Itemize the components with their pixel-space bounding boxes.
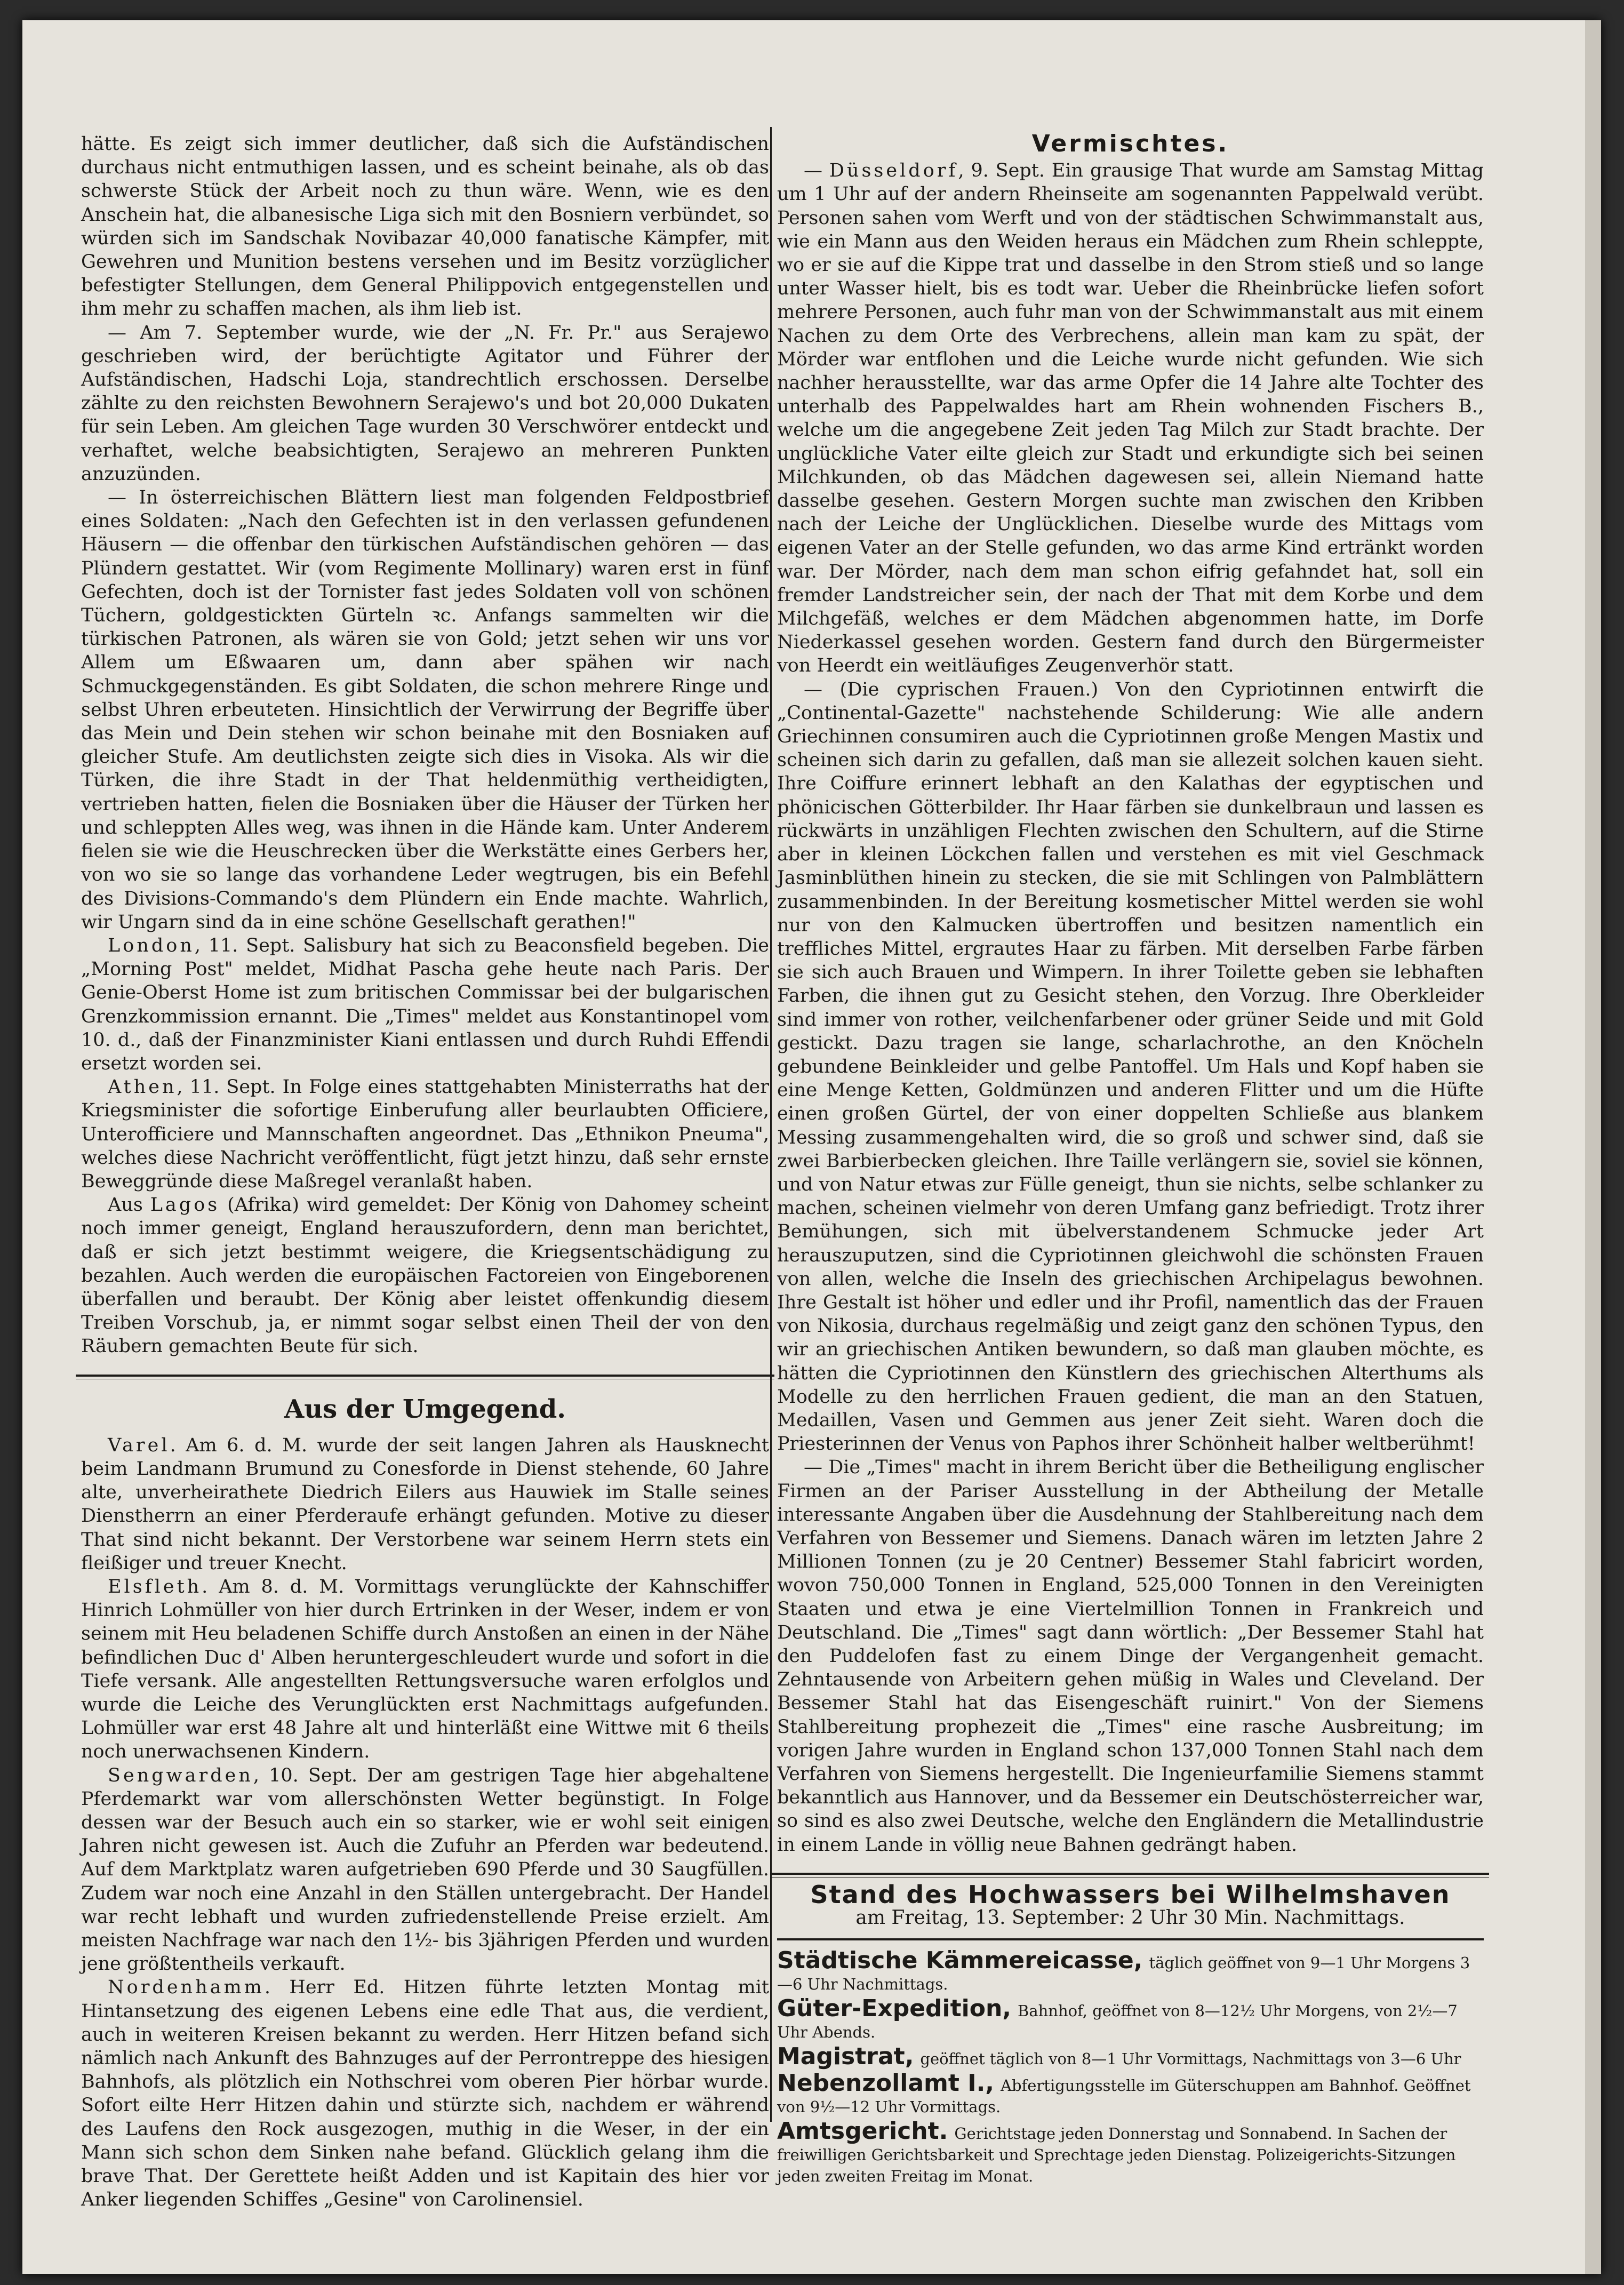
lagos-text: (Afrika) wird gemeldet: Der König von Dahomey scheint noch immer geneigt, England herauszufordern, denn man berichtet, daß er sich jetzt bestimmt weigere, die Kriegsentschädigung zu bezahlen. Auch werden die europäischen Factoreien von Eingeborenen überfallen und beraubt. Der König aber leistet offenkundig diesem Treiben Vorschub, ja, er nimmt sogar selbst einen Theil der von den Räubern gemachten Beute für sich. bbox=[81, 1194, 769, 1357]
flood-rule bbox=[772, 1873, 1489, 1877]
times-article: — Die „Times" macht in ihrem Bericht über die Betheiligung englischer Firmen an der Pariser Ausstellung in der Abtheilung der Metalle interessante Angaben über die Ausdehnung der Stahlbereitung nach dem Verfahren von Bessemer und Siemens. Danach wären im letzten Jahre 2 Millionen Tonnen (zu je 20 Centner) Bessemer Stahl fabricirt worden, wovon 750,000 Tonnen in England, 525,000 Tonnen in den Vereinigten Staaten und etwa je eine Viertelmillion Tonnen in Frankreich und Deutschland. Die „Times" sagt dann wörtlich: „Der Bessemer Stahl hat den Puddelofen fast zu einem Dinge der Vergangenheit gemacht. Zehntausende von Arbeitern gehen müßig in Wales und Cleveland. Der Bessemer Stahl hat das Eisengeschäft ruinirt." Von der Siemens Stahlbereitung prophezeit die „Times" eine rasche Ausbreitung; im vorigen Jahre wurden in England schon 137,000 Tonnen Stahl nach dem Verfahren von Siemens hergestellt. Die Ingenieurfamilie Siemens stammt bekanntlich aus Hannover, und da Bessemer ein Deutschösterreicher war, so sind es also zwei Deutsche, welche den Engländern die Metallindustrie in einem Lande in völlig neue Bahnen gedrängt haben. bbox=[777, 1457, 1484, 1856]
notice-amtsgericht bbox=[777, 2118, 1484, 2187]
sengwarden-dateline: Sengwarden bbox=[108, 1764, 253, 1786]
lagos-dateline: Lagos bbox=[150, 1194, 220, 1216]
newspaper-page bbox=[22, 20, 1601, 2274]
varel-text: . Am 6. d. M. wurde der seit langen Jahren als Hausknecht beim Landmann Brumund zu Conesforde in Dienst stehende, 60 Jahre alte, unverheirathete Diedrich Eilers aus Hauwiek im Stalle seines Dienstherrn an einer Pferderaufe erhängt gefunden. Motive zu dieser That sind nicht bekannt. Der Verstorbene war seinem Herrn stets ein fleißiger und treuer Knecht. bbox=[81, 1434, 769, 1574]
london-text: , 11. Sept. Salisbury hat sich zu Beaconsfield begeben. Die „Morning Post" meldet, Midhat Pascha gehe heute nach Paris. Der Genie-Oberst Home ist zum britischen Commissar bei der bulgarischen Grenzkommission ernannt. Die „Times" meldet aus Konstantinopel vom 10. d., daß der Finanzminister Kiani entlassen und durch Ruhdi Effendi ersetzt worden sei. bbox=[81, 934, 769, 1074]
duesseldorf-article: — Düsseldorf, 9. Sept. Ein grausige That wurde am Samstag Mittag um 1 Uhr auf der andern Rheinseite am sogenannten Pappelwald verübt. Personen sahen vom Werft und von der städtischen Schwimmanstalt aus, wie ein Mann aus den Weiden heraus ein Mädchen zum Rhein schleppte, wo er sie auf die Kippe trat und dasselbe in den Strom stieß und so lange unter Wasser hielt, bis es todt war. Ueber die Rheinbrücke liefen sofort mehrere Personen, auch fuhr man von der Schwimmanstalt aus mit einem Nachen zu dem Orte des Verbrechens, allein man kam zu spät, der Mörder war entflohen und die Leiche wurde nicht gefunden. Wie sich nachher herausstellte, war das arme Opfer die 14 Jahre alte Tochter des unterhalb des Pappelwaldes hart am Rhein wohnenden Fischers B., welche um die angegebene Zeit jeden Tag Milch zur Stadt brachte. Der unglückliche Vater eilte gleich zur Stadt und erkundigte sich bei seinen Milchkunden, ob das Mädchen dagewesen sei, allein Niemand hatte dasselbe gesehen. Gestern Morgen suchte man zwischen den Kribben nach der Leiche der Unglücklichen. Dieselbe wurde des Mittags vom eigenen Vater an der Stelle gefunden, wo das arme Kind ertränkt worden war. Der Mörder, nach dem man schon eifrig gefahndet hat, soll ein fremder Landstreicher sein, der nach der That mit dem Korbe und dem Milchgefäß, welches er dem Mädchen abgenommen hatte, im Dorfe Niederkassel gesehen worden. Gestern fand durch den Bürgermeister von Heerdt ein weitläufiges Zeugenverhör statt. bbox=[777, 160, 1484, 677]
lagos-prefix: Aus bbox=[108, 1194, 150, 1216]
london-dateline: London bbox=[108, 934, 195, 956]
notice-name: Amtsgericht. bbox=[777, 2118, 948, 2145]
elsfleth-article bbox=[81, 1575, 769, 1764]
notice-kaemmereicasse bbox=[777, 1947, 1484, 1995]
notice-nebenzollamt bbox=[777, 2070, 1484, 2118]
duesseldorf-text: , 9. Sept. Ein grausige That wurde am Samstag Mittag um 1 Uhr auf der andern Rheinseite am sogenannten Pappelwald verübt. Personen sahen vom Werft und von der städtischen Schwimmanstalt aus, wie ein Mann aus den Weiden heraus ein Mädchen zum Rhein schleppte, wo er sie auf die Kippe trat und dasselbe in den Strom stieß und so lange unter Wasser hielt, bis es todt war. Ueber die Rheinbrücke liefen sofort mehrere Personen, auch fuhr man von der Schwimmanstalt aus mit einem Nachen zu dem Orte des Verbrechens, allein man kam zu spät, der Mörder war entflohen und die Leiche wurde nicht gefunden. Wie sich nachher herausstellte, war das arme Opfer die 14 Jahre alte Tochter des unterhalb des Pappelwaldes hart am Rhein wohnenden Fischers B., welche um die angegebene Zeit jeden Tag Milch zur Stadt brachte. Der unglückliche Vater eilte gleich zur Stadt und erkundigte sich bei seinen Milchkunden, ob das Mädchen dagewesen sei, allein Niemand hatte dasselbe gesehen. Gestern Morgen suchte man zwischen den Kribben nach der Leiche der Unglücklichen. Dieselbe wurde des Mittags vom eigenen Vater an der Stelle gefunden, wo das arme Kind ertränkt worden war. Der Mörder, nach dem man schon eifrig gefahndet hat, soll ein fremder Landstreicher sein, der nach der That mit dem Korbe und dem Milchgefäß, welches er dem Mädchen abgenommen hatte, im Dorfe Niederkassel gesehen worden. Gestern fand durch den Bürgermeister von Heerdt ein weitläufiges Zeugenverhör statt. bbox=[777, 160, 1484, 677]
athen-article bbox=[81, 1075, 769, 1193]
umgegend-heading: Aus der Umgegend. bbox=[284, 1394, 566, 1424]
office-hours-notices bbox=[777, 1938, 1484, 2187]
notice-name: Nebenzollamt I., bbox=[777, 2070, 995, 2097]
vermischtes-heading: Vermischtes. bbox=[1031, 130, 1229, 157]
london-article bbox=[81, 934, 769, 1075]
notice-text: Abfertigungsstelle im Güterschuppen am Bahnhof. Geöffnet von 9½—12 Uhr Vormittags. bbox=[777, 2076, 1471, 2116]
notice-text: Bahnhof, geöffnet von 8—12½ Uhr Morgens, von 2½—7 Uhr Abends. bbox=[777, 2002, 1458, 2042]
serajewo-paragraph: — Am 7. September wurde, wie der „N. Fr. Pr." aus Serajewo geschrieben wird, der berüchtigte Agitator und Führer der Aufständischen, Hadschi Loja, standrechtlich erschossen. Derselbe zählte zu den reichsten Bewohnern Serajewo's und bot 20,000 Dukaten für sein Leben. Am gleichen Tage wurden 30 Verschwörer entdeckt und verhaftet, welche beabsichtigten, Serajewo an mehreren Punkten anzuzünden. bbox=[81, 322, 769, 485]
feldpostbrief-paragraph: — In österreichischen Blättern liest man folgenden Feldpostbrief eines Soldaten: „Nach den Gefechten ist in den verlassen gefundenen Häusern — die offenbar den türkischen Aufständischen gehören — das Plündern gestattet. Wir (vom Regimente Mollinary) waren erst in fünf Gefechten, doch ist der Tornister fast jedes Soldaten voll von schönen Tüchern, goldgestickten Gürteln ꝛc. Anfangs sammelten wir die türkischen Patronen, als wären sie von Gold; jetzt sehen wir uns vor Allem um Eßwaaren um, dann aber spähen wir nach Schmuckgegenständen. Es gibt Soldaten, die schon mehrere Ringe und selbst Uhren erbeuteten. Hinsichtlich der Verwirrung der Begriffe über das Mein und Dein stehen wir schon beinahe mit den Bosniaken auf gleicher Stufe. Am deutlichsten zeigte sich dies in Visoka. Als wir die Türken, die ihre Stadt in der That heldenmüthig vertheidigten, vertrieben hatten, fielen die Bosniaken über die Häuser der Türken her und schleppten Alles weg, was ihnen in die Hände kam. Unter Anderem fielen sie wie die Heuschrecken über die Werkstätte eines Gerbers her, von wo sie so lange das vorhandene Leder wegtrugen, bis ein Befehl des Divisions-Commando's dem Plündern ein Ende machte. Wahrlich, wir Ungarn sind da in eine schöne Gesellschaft gerathen!" bbox=[81, 487, 769, 933]
athen-dateline: Athen bbox=[108, 1076, 177, 1098]
varel-article bbox=[81, 1434, 769, 1575]
section-rule bbox=[76, 1375, 774, 1379]
column-separator bbox=[770, 127, 772, 2122]
nordenhamm-text: . Herr Ed. Hitzen führte letzten Montag mit Hintansetzung des eigenen Lebens eine edle That aus, die verdient, auch in weiteren Kreisen bekannt zu werden. Herr Hitzen befand sich nämlich nach Ankunft des Bahnzuges auf der Perrontreppe des hiesigen Bahnhofs, als plötzlich ein Nothschrei vom oberen Pier hörbar wurde. Sofort eilte Herr Hitzen dahin und stürzte sich, nachdem er während des Laufens den Rock ausgezogen, muthig in die Weser, in der ein Mann sich schon dem Sinken nahe befand. Glücklich gelang ihm die brave That. Der Gerettete heißt Adden und ist Kapitain des hier vor Anker liegenden Schiffes „Gesine" von Carolinensiel. bbox=[81, 1977, 769, 2211]
flood-title: Stand des Hochwassers bei Wilhelmshaven bbox=[810, 1880, 1451, 1909]
notice-text: täglich geöffnet von 9—1 Uhr Morgens 3—6 Uhr Nachmittags. bbox=[777, 1954, 1470, 1994]
left-column bbox=[81, 132, 769, 2211]
notice-gueter-expedition bbox=[777, 1995, 1484, 2043]
lagos-article bbox=[81, 1193, 769, 1358]
notice-text: Gerichtstage jeden Donnerstag und Sonnabend. In Sachen der freiwilligen Gerichtsbarkeit und Sprechtage jeden Dienstag. Polizeigerichts-Sitzungen jeden zweiten Freitag im Monat. bbox=[777, 2124, 1456, 2186]
nordenhamm-article bbox=[81, 1976, 769, 2211]
albania-paragraph: hätte. Es zeigt sich immer deutlicher, daß sich die Aufständischen durchaus nicht entmuthigen lassen, und es scheint beinahe, als ob das schwerste Stück der Arbeit noch zu thun wäre. Wenn, wie es den Anschein hat, die albanesische Liga sich mit den Bosniern verbündet, so würden sich im Sandschak Novibazar 40,000 fanatische Kämpfer, mit Gewehren und Munition bestens versehen und im Besitz vorzüglicher befestigter Stellungen, dem General Philippovich entgegenstellen und ihm mehr zu schaffen machen, als ihm lieb ist. bbox=[81, 133, 769, 320]
athen-text: , 11. Sept. In Folge eines stattgehabten Ministerraths hat der Kriegsminister die sofortige Einberufung aller beurlaubten Officiere, Unterofficiere und Mannschaften angeordnet. Das „Ethnikon Pneuma", welches diese Nachricht veröffentlicht, fügt jetzt hinzu, daß sehr ernste Beweggründe diese Maßregel veranlaßt haben. bbox=[81, 1076, 769, 1192]
sengwarden-article bbox=[81, 1764, 769, 1976]
nordenhamm-dateline: Nordenhamm bbox=[108, 1977, 265, 1999]
flood-subtitle: am Freitag, 13. September: 2 Uhr 30 Min. Nachmittags. bbox=[855, 1907, 1405, 1929]
notice-text: geöffnet täglich von 8—1 Uhr Vormittags, Nachmittags von 3—6 Uhr bbox=[920, 2050, 1461, 2068]
notice-magistrat bbox=[777, 2043, 1484, 2071]
notice-name: Güter-Expedition, bbox=[777, 1995, 1012, 2023]
page-edge bbox=[1585, 20, 1601, 2274]
sengwarden-text: , 10. Sept. Der am gestrigen Tage hier abgehaltene Pferdemarkt war vom allerschönsten Wetter begünstigt. In Folge dessen war der Besuch auch ein so starker, wie er wohl seit einigen Jahren nicht gewesen ist. Auch die Zufuhr an Pferden war bedeutend. Auf dem Marktplatz waren aufgetrieben 690 Pferde und 30 Saugfüllen. Zudem war noch eine Anzahl in den Ställen untergebracht. Der Handel war recht lebhaft und wurden zufriedenstellende Preise erzielt. Am meisten Nachfrage war nach den 1½- bis 3jährigen Pferden und wurden jene größtentheils verkauft. bbox=[81, 1764, 769, 1975]
right-column bbox=[777, 132, 1484, 2190]
varel-dateline: Varel bbox=[108, 1434, 170, 1456]
notice-name: Magistrat, bbox=[777, 2043, 914, 2071]
elsfleth-dateline: Elsfleth bbox=[108, 1576, 202, 1597]
cyprus-article: — (Die cyprischen Frauen.) Von den Cypriotinnen entwirft die „Continental-Gazette" nachstehende Schilderung: Wie alle andern Griechinnen consumiren auch die Cypriotinnen große Mengen Mastix und scheinen sich darin zu gefallen, daß man sie allezeit solchen kauen sieht. Ihre Coiffure erinnert lebhaft an den Kalathas der egyptischen und phönicischen Götterbilder. Ihr Haar färben sie dunkelbraun und lassen es rückwärts in unzähligen Flechten zwischen den Schultern, auf die Stirne aber in kleinen Löckchen fallen und verstehen es mit viel Geschmack Jasminblüthen hinein zu stecken, die sie mit Schlingen von Palmblättern zusammenbinden. In der Bereitung kosmetischer Mittel werden sie wohl nur von den Kalmucken übertroffen und besitzen namentlich ein treffliches Mittel, ergrautes Haar zu färben. Mit derselben Farbe färben sie sich auch Brauen und Wimpern. In ihrer Toilette geben sie lebhaften Farben, die ihnen gut zu Gesicht stehen, den Vorzug. Ihre Oberkleider sind immer von rother, veilchenfarbener oder grüner Seide und mit Gold gestickt. Dazu tragen sie lange, scharlachrothe, an den Knöcheln gebundene Beinkleider und gelbe Pantoffel. Um Hals und Kopf haben sie eine Menge Ketten, Goldmünzen und anderen Flitter und um die Hüfte einen großen Gürtel, der von einer doppelten Schließe aus blankem Messing zusammengehalten wird, die so groß und schwer sind, daß sie zwei Barbierbecken gleichen. Ihre Taille verlängern sie, soviel sie können, und von Natur etwas zur Fülle geneigt, thun sie nichts, selbe schlanker zu machen, scheinen vielmehr von deren Umfang ganz befriedigt. Trotz ihrer Bemühungen, sich mit übelverstandenem Schmucke jeder Art herauszuputzen, sind die Cypriotinnen gleichwohl die schönsten Frauen von allen, welche die Inseln des griechischen Archipelagus bewohnen. Ihre Gestalt ist höher und edler und ihr Profil, namentlich das der Frauen von Nikosia, durchaus regelmäßig und zeigt ganz den schönen Typus, den wir an griechischen Antiken bewundern, so daß man glauben möchte, es hätten die Cypriotinnen den Künstlern des griechischen Alterthums als Modelle zu den herrlichen Frauen gedient, die man an den Statuen, Medaillen, Vasen und Gemmen aus jener Zeit sieht. Waren doch die Priesterinnen der Venus von Paphos ihrer Schönheit halber weltberühmt! bbox=[777, 678, 1484, 1455]
duesseldorf-dateline: Düsseldorf bbox=[829, 160, 958, 182]
elsfleth-text: . Am 8. d. M. Vormittags verunglückte der Kahnschiffer Hinrich Lohmüller von hier durch Ertrinken in der Weser, indem er von seinem mit Heu beladenen Schiffe durch Anstoßen an einen in der Nähe befindlichen Duc d' Alben heruntergeschleudert wurde und sofort in die Tiefe versank. Alle angestellten Rettungsversuche waren erfolglos und wurde die Leiche des Verunglückten erst Nachmittags aufgefunden. Lohmüller war erst 48 Jahre alt und hinterläßt eine Wittwe mit 6 theils noch unerwachsenen Kindern. bbox=[81, 1576, 769, 1763]
notice-name: Städtische Kämmereicasse, bbox=[777, 1947, 1143, 1975]
